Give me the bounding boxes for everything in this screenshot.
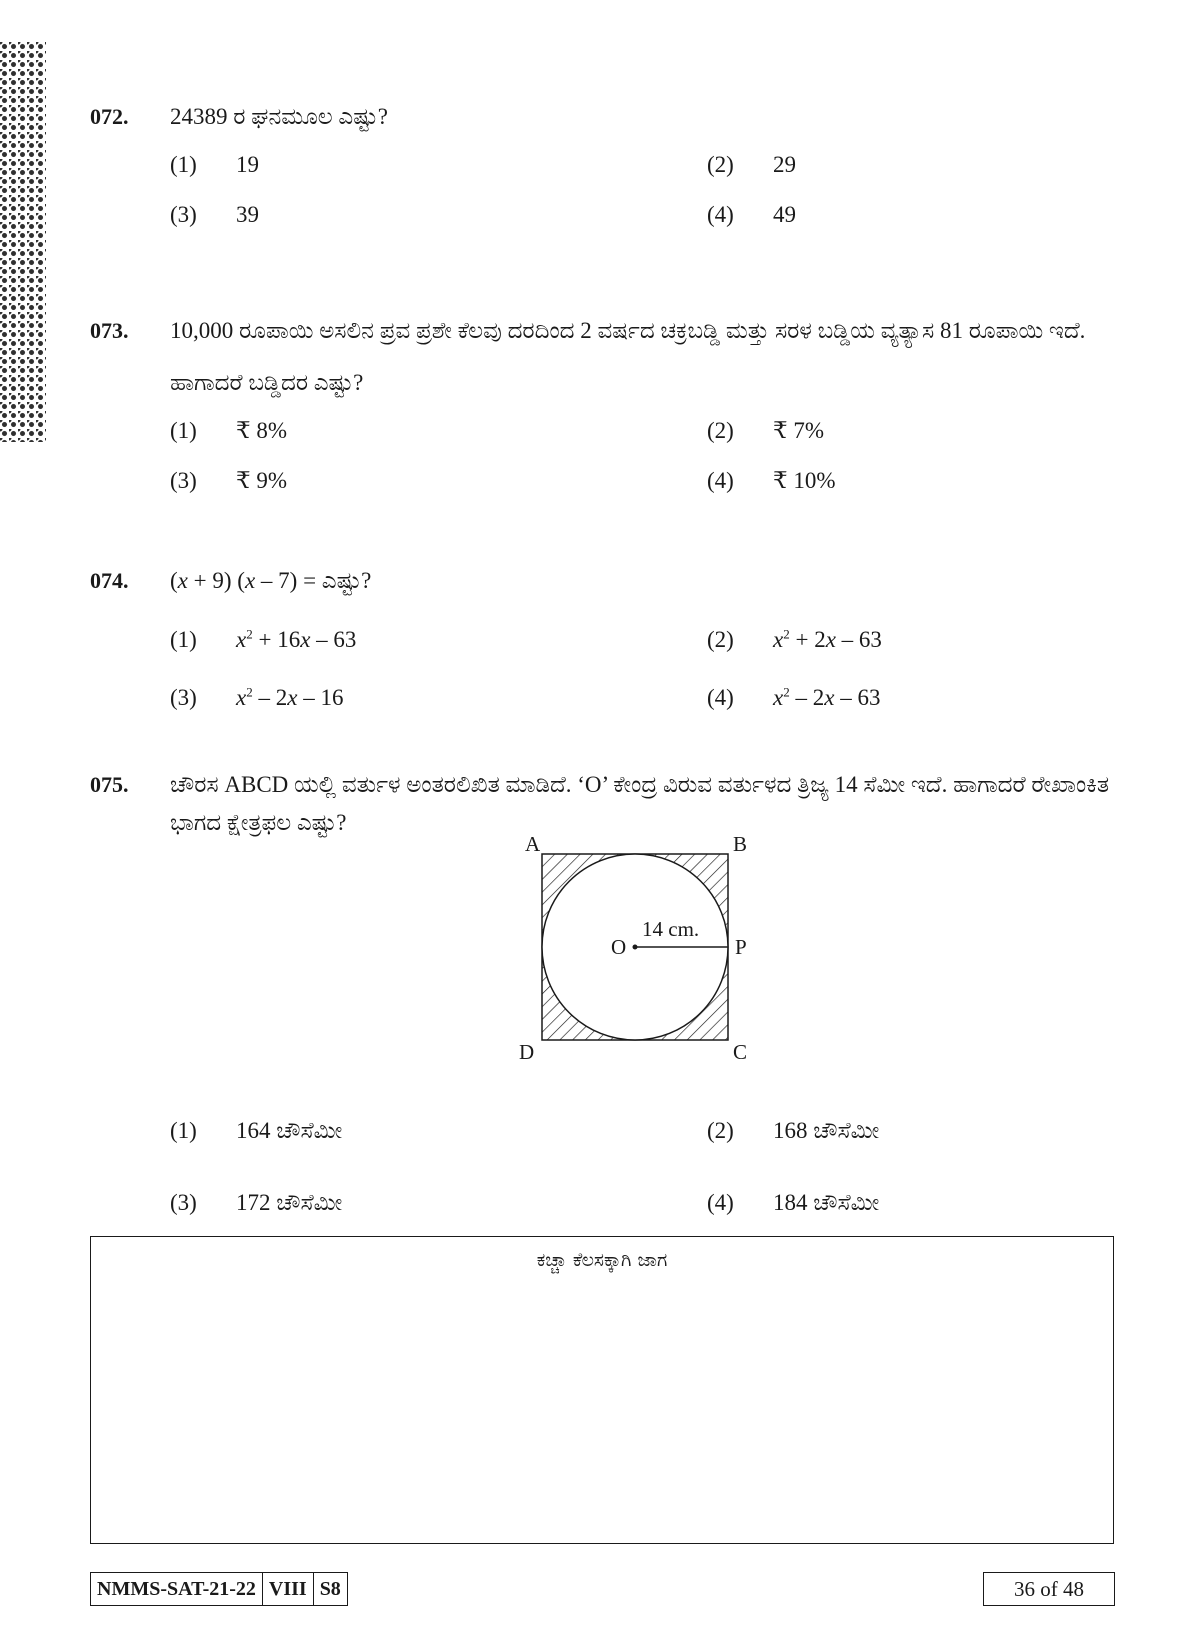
option-4[interactable]: (4) ₹ 10% — [707, 468, 836, 493]
decorative-side-pattern — [0, 42, 46, 442]
center-point — [633, 945, 638, 950]
option-3[interactable]: (3) 172 ಚೌಸೆಮೀ — [170, 1190, 343, 1215]
label-d: D — [519, 1040, 535, 1064]
label-o: O — [611, 935, 627, 959]
option-expression: $x^2 + 2x - 63$ — [773, 626, 882, 652]
label-c: C — [733, 1040, 748, 1064]
question-number: 072. — [90, 104, 129, 129]
option-4[interactable]: (4) 184 ಚೌಸೆಮೀ — [707, 1190, 880, 1215]
label-b: B — [733, 832, 748, 856]
option-3[interactable]: (3) ₹ 9% — [170, 468, 288, 493]
option-4[interactable]: (4) $x^2 - 2x - 63$ — [707, 684, 881, 710]
option-1[interactable]: (1) 19 — [170, 152, 259, 177]
option-2[interactable]: (2) 168 ಚೌಸೆಮೀ — [707, 1118, 880, 1143]
label-a: A — [525, 832, 541, 856]
question-text: (x + 9) (x – 7) = ಎಷ್ಟು? — [170, 568, 372, 593]
option-2[interactable]: (2) 29 — [707, 152, 796, 177]
exam-code: NMMS-SAT-21-22 — [97, 1578, 256, 1600]
option-2[interactable]: (2) $x^2 + 2x - 63$ — [707, 626, 882, 652]
option-2[interactable]: (2) ₹ 7% — [707, 418, 825, 443]
option-expression: $x^2 - 2x - 63$ — [773, 684, 881, 710]
exam-series: S8 — [313, 1573, 347, 1605]
radius-label: 14 cm. — [642, 917, 700, 941]
question-text: 24389 ರ ಘನಮೂಲ ಎಷ್ಟು? — [170, 104, 389, 129]
option-1[interactable]: (1) $x^2 + 16x - 63$ — [170, 626, 357, 652]
question-text: 10,000 ರೂಪಾಯಿ ಅಸಲಿನ ಪ್ರವ ಪ್ರಶೇ ಕೆಲವು ದರದಿಂದ 2 ವರ್ಷದ ಚಕ್ರಬಡ್ಡಿ ಮತ್ತು ಸರಳ ಬಡ್ಡಿಯ ವ್ಯತ್ಯಾಸ 81 ರೂಪಾಯಿ ಇದೆ. ಹಾಗಾದರೆ ಬಡ್ಡಿದರ ಎಷ್ಟು? — [170, 318, 1086, 395]
option-expression: $x^2 + 16x - 63$ — [236, 626, 357, 652]
question-number: 073. — [90, 318, 129, 343]
exam-class: VIII — [262, 1573, 313, 1605]
option-3[interactable]: (3) 39 — [170, 202, 259, 227]
option-expression: $x^2 - 2x - 16$ — [236, 684, 344, 710]
page-number: 36 of 48 — [983, 1572, 1115, 1606]
question-text: ಚೌರಸ ABCD ಯಲ್ಲಿ ವರ್ತುಳ ಅಂತರಲಿಖಿತ ಮಾಡಿದೆ. ‘O’ ಕೇಂದ್ರ ವಿರುವ ವರ್ತುಳದ ತ್ರಿಜ್ಯ 14 ಸೆಮೀ ಇದೆ. ಹಾಗಾದರೆ ರೇಖಾಂಕಿತ ಭಾಗದ ಕ್ಷೇತ್ರಫಲ ಎಷ್ಟು? — [170, 772, 1110, 835]
question-number: 074. — [90, 568, 129, 593]
footer-exam-code — [90, 1572, 348, 1606]
label-p: P — [735, 935, 747, 959]
option-3[interactable]: (3) $x^2 - 2x - 16$ — [170, 684, 344, 710]
question-number: 075. — [90, 772, 129, 797]
rough-work-label: ಕಚ್ಚಾ ಕೆಲಸಕ್ಕಾಗಿ ಜಾಗ — [536, 1249, 668, 1271]
square-circle-figure — [505, 827, 765, 1072]
option-4[interactable]: (4) 49 — [707, 202, 796, 227]
option-1[interactable]: (1) 164 ಚೌಸೆಮೀ — [170, 1118, 343, 1143]
option-1[interactable]: (1) ₹ 8% — [170, 418, 288, 443]
rough-work-box — [90, 1236, 1114, 1544]
